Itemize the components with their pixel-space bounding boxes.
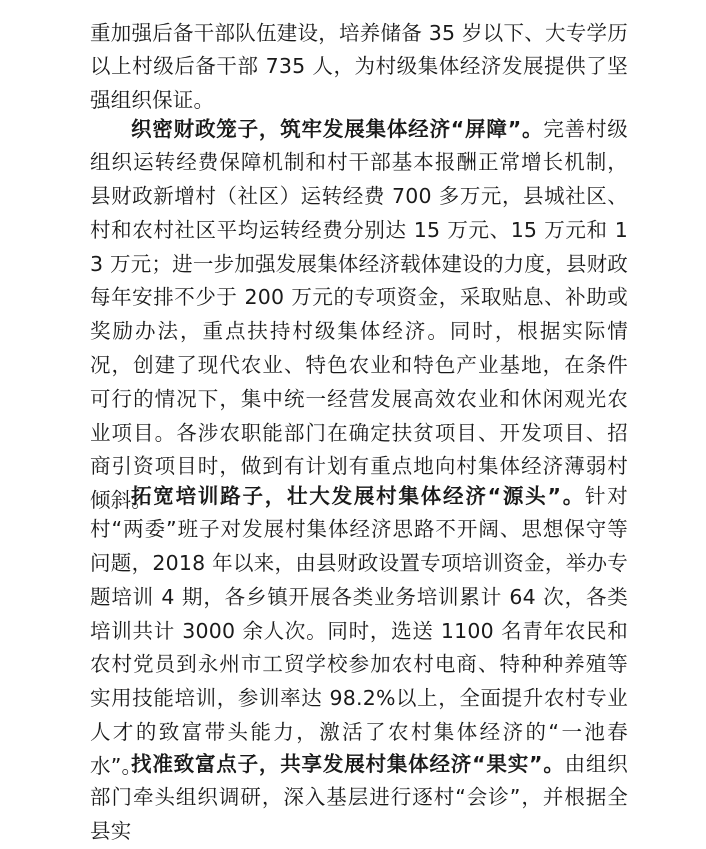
paragraph-prosperity	[90, 748, 628, 849]
paragraph-body: 由组织部门牵头组织调研，深入基层进行逐村“会诊”，并根据全县实	[90, 751, 628, 844]
paragraph-body: 针对村“两委”班子对发展村集体经济思路不开阔、思想保守等问题，2018 年以来，由县财政设置专项培训资金，举办专题培训 4 期，各乡镇开展各类业务培训累计 64 次，各类培训共计 3000 余人次。同时，选送 1100 名青年农民和农村党员到永州市工贸学校参加农村电商、特种种养殖等实用技能培训，参训率达 98.2%以上，全面提升农村专业人才的致富带头能力，激活了农村集体经济的“一池春水”。	[90, 483, 628, 778]
paragraph-fiscal-support	[90, 113, 628, 519]
paragraph-heading: 拓宽培训路子，壮大发展村集体经济“源头”。	[131, 483, 585, 508]
paragraph-body: 完善村级组织运转经费保障机制和村干部基本报酬正常增长机制，县财政新增村（社区）运转经费 700 多万元，县城社区、村和农村社区平均运转经费分别达 15 万元、15 万元和 13 万元；进一步加强发展集体经济载体建设的力度，县财政每年安排不少于 200 万元的专项资金，采取贴息、补助或奖励办法，重点扶持村级集体经济。同时，根据实际情况，创建了现代农业、特色农业和特色产业基地，在条件可行的情况下，集中统一经营发展高效农业和休闲观光农业项目。各涉农职能部门在确定扶贫项目、开发项目、招商引资项目时，做到有计划有重点地向村集体经济薄弱村倾斜。	[90, 116, 628, 513]
paragraph-continuation	[90, 17, 628, 118]
paragraph-heading: 找准致富点子，共享发展村集体经济“果实”。	[131, 751, 565, 776]
paragraph-heading: 织密财政笼子，筑牢发展集体经济“屏障”。	[131, 116, 544, 141]
paragraph-body: 重加强后备干部队伍建设，培养储备 35 岁以下、大专学历以上村级后备干部 735 人，为村级集体经济发展提供了坚强组织保证。	[90, 20, 628, 113]
paragraph-training	[90, 480, 628, 784]
